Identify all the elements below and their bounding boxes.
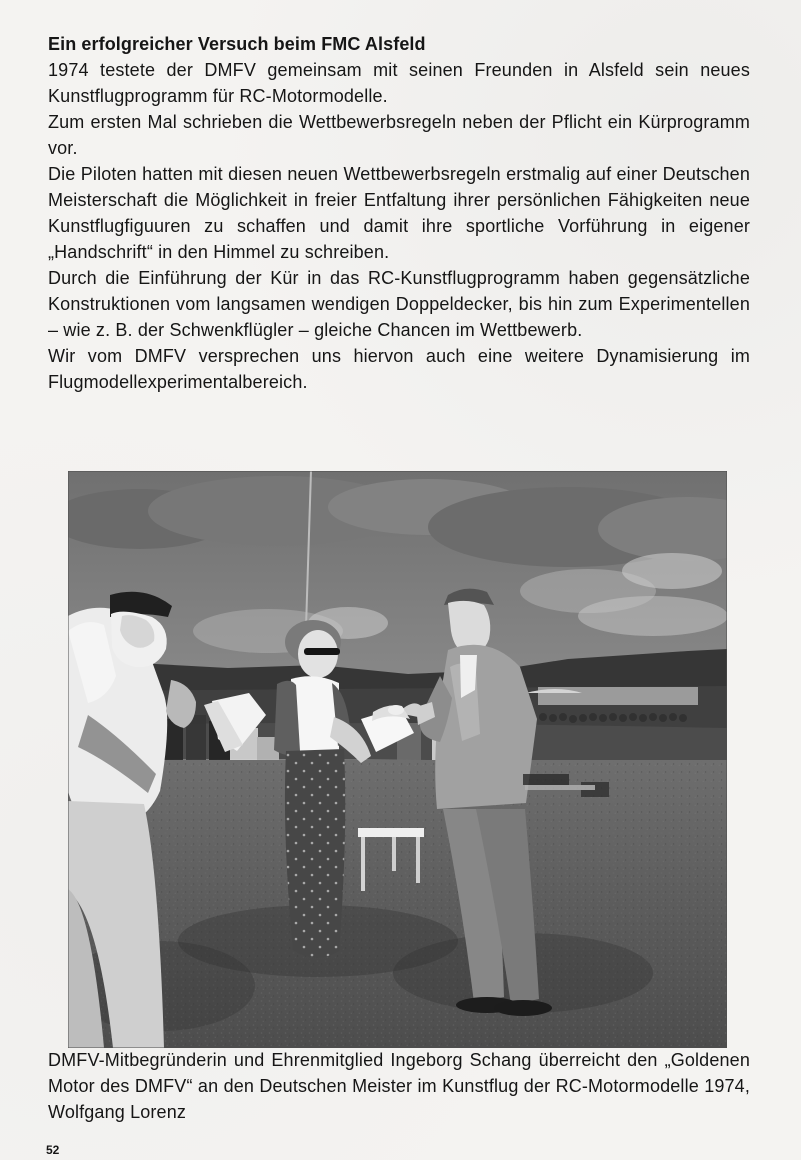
article xyxy=(48,31,750,395)
paragraph-2: Zum ersten Mal schrieben die Wettbewerbsregeln neben der Pflicht ein Kürprogramm vor. xyxy=(48,112,750,158)
paragraph-4: Durch die Einführung der Kür in das RC-Kunstflugprogramm haben gegensätzliche Konstruktionen vom langsamen wendigen Doppeldecker, bis hin zum Experimentellen – wie z. B. der Schwenkflügler – gleiche Chancen im Wettbewerb. xyxy=(48,268,750,340)
figure-caption: DMFV-Mitbegründerin und Ehrenmitglied Ingeborg Schang überreicht den „Goldenen Motor des DMFV“ an den Deutschen Meister im Kunstflug der RC-Motormodelle 1974, Wolfgang Lorenz xyxy=(48,1050,750,1122)
paragraph-3: Die Piloten hatten mit diesen neuen Wettbewerbsregeln erstmalig auf einer Deutschen Meisterschaft die Möglichkeit in freier Entfaltung ihrer persönlichen Fähigkeiten neue Kunstflugfiguuren zu schaffen und damit ihre sportliche Vorführung in eigener „Handschrift“ in den Himmel zu schreiben. xyxy=(48,164,750,262)
paragraph-1: 1974 testete der DMFV gemeinsam mit seinen Freunden in Alsfeld sein neues Kunstflugprogramm für RC-Motormodelle. xyxy=(48,60,750,106)
article-heading: Ein erfolgreicher Versuch beim FMC Alsfeld xyxy=(48,34,426,54)
award-photo-svg xyxy=(68,471,727,1048)
paragraph-5: Wir vom DMFV versprechen uns hiervon auch eine weitere Dynamisierung im Flugmodellexperimentalbereich. xyxy=(48,346,750,392)
award-photo xyxy=(68,471,727,1048)
page-number: 52 xyxy=(46,1143,60,1157)
